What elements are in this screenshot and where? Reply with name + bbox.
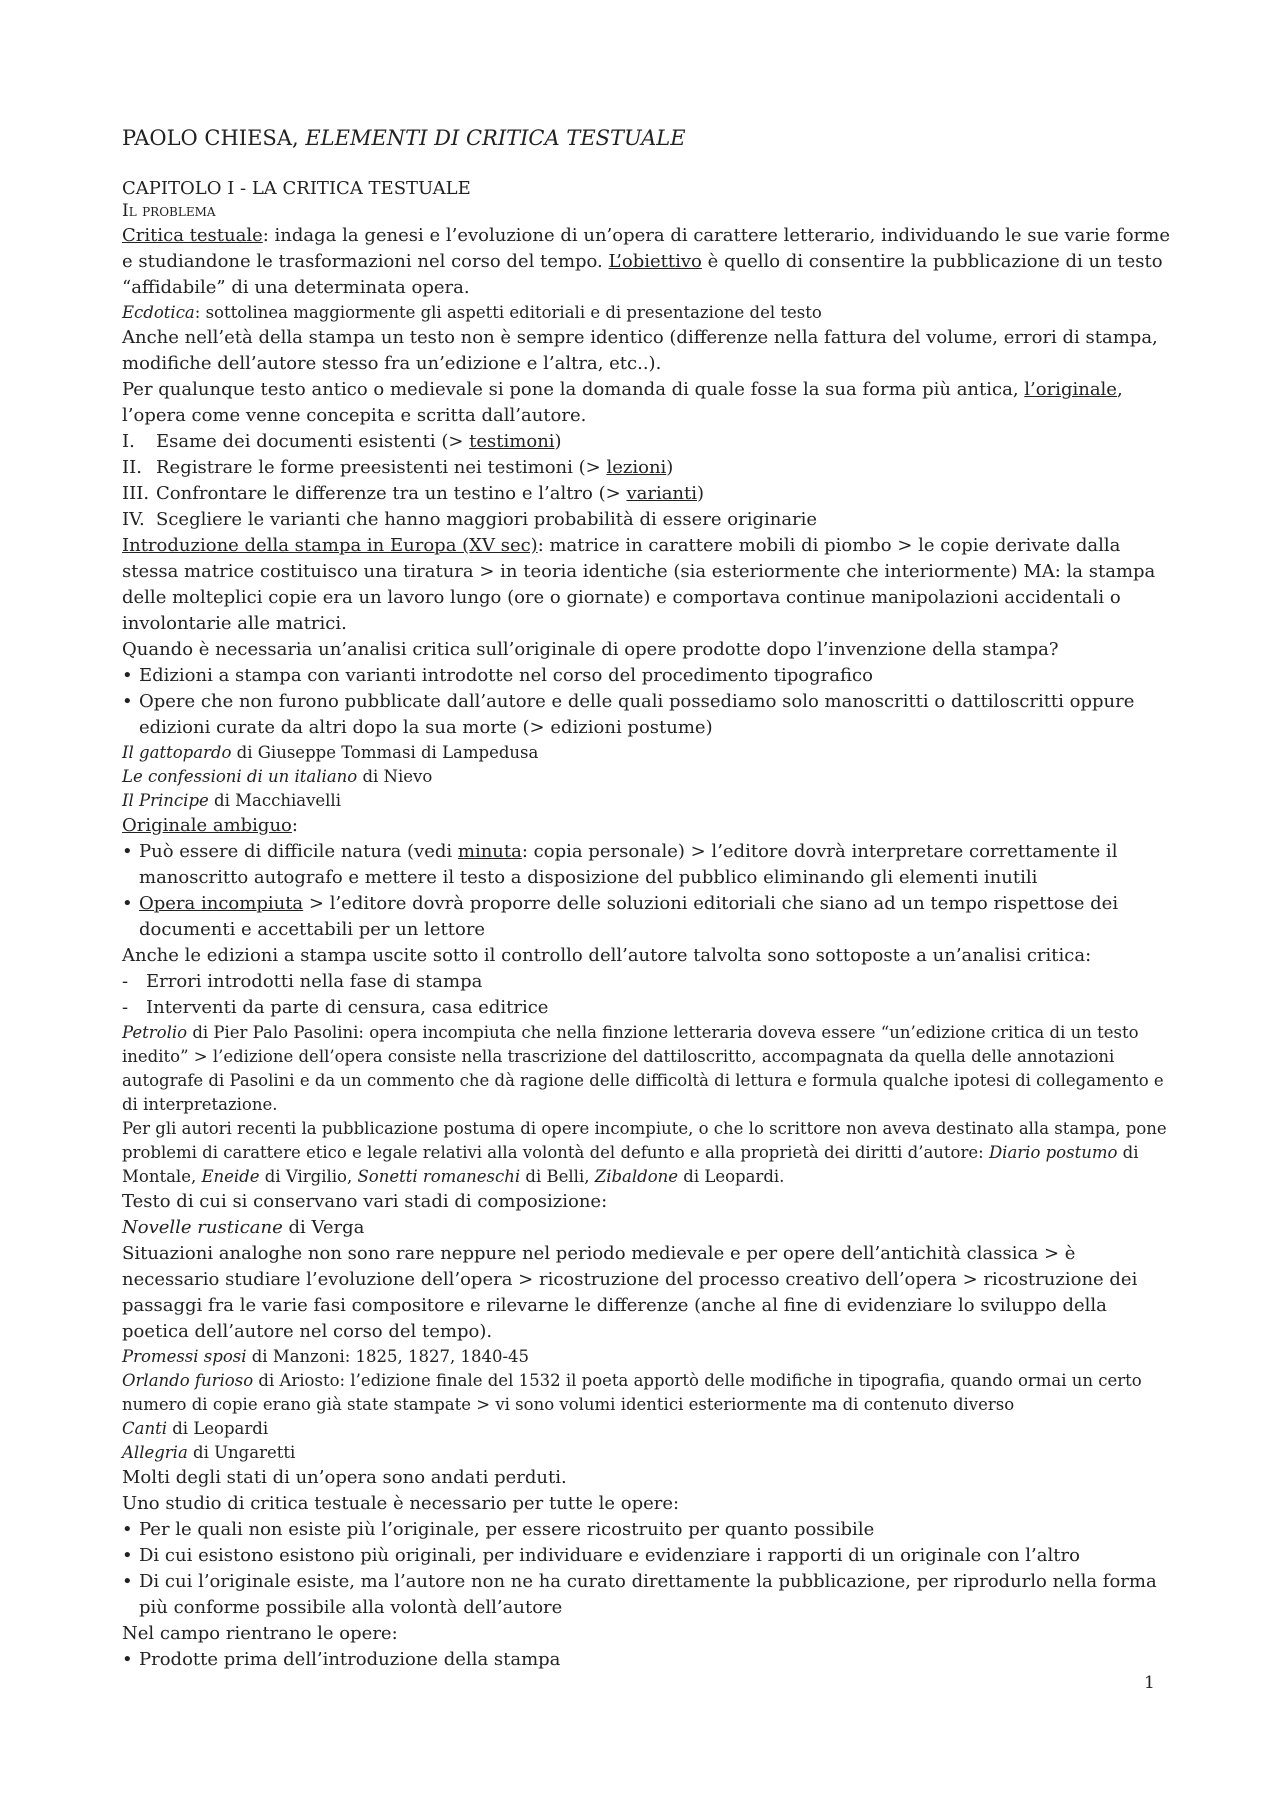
example-line xyxy=(122,1345,1172,1369)
list-text: Può essere di difficile natura (vedi xyxy=(139,841,458,862)
list-text: Esame dei documenti esistenti (> xyxy=(156,431,470,452)
work-title: Orlando furioso xyxy=(122,1371,254,1390)
list-number: II. xyxy=(122,457,142,478)
work-title: Eneide xyxy=(201,1167,260,1186)
paragraph-text: Per gli autori recenti la pubblicazione postuma di opere incompiute, o che lo scrittore non aveva destinato alla stampa, pone problemi di carattere etico e legale relativi alla volontà del defunto e alla proprietà dei diritti d’autore: xyxy=(122,1119,1167,1162)
bullet-list-opere xyxy=(122,1517,1172,1621)
example-text: di Ariosto: l’edizione finale del 1532 il poeta apportò delle modifiche in tipografia, quando ormai un certo numero di copie erano già state stampate > vi sono volumi identici esteriormente ma di contenuto diverso xyxy=(122,1371,1142,1414)
list-number: III. xyxy=(122,483,150,504)
list-item: - Errori introdotti nella fase di stampa xyxy=(122,969,1172,995)
list-item xyxy=(122,481,1172,507)
list-item: • Per le quali non esiste più l’originale, per essere ricostruito per quanto possibile xyxy=(122,1517,1172,1543)
example-text: di Macchiavelli xyxy=(208,791,341,810)
paragraph-edizioni-stampa: Anche le edizioni a stampa uscite sotto il controllo dell’autore talvolta sono sottoposte a un’analisi critica: xyxy=(122,945,1092,966)
list-text: Confrontare le differenze tra un testino e l’altro (> xyxy=(156,483,627,504)
document-title xyxy=(122,126,1172,150)
list-number: I. xyxy=(122,431,135,452)
paragraph-petrolio xyxy=(122,1021,1172,1117)
list-item: • Prodotte prima dell’introduzione della stampa xyxy=(122,1647,1172,1673)
paragraph-critica-testuale xyxy=(122,223,1172,301)
list-text: : copia personale) > l’editore dovrà interpretare correttamente il manoscritto autografo e mettere il testo a disposizione del pubblico eliminando gli elementi inutili xyxy=(139,841,1118,888)
term-originale: l’originale xyxy=(1024,379,1117,400)
list-item: • Di cui l’originale esiste, ma l’autore non ne ha curato direttamente la pubblicazione, per riprodurlo nella forma più conforme possibile alla volontà dell’autore xyxy=(122,1569,1172,1621)
paragraph-stati-perduti: Molti degli stati di un’opera sono andati perduti. xyxy=(122,1467,567,1488)
example-line xyxy=(122,1417,1172,1441)
paragraph-text: : xyxy=(291,815,298,836)
paragraph-campo: Nel campo rientrano le opere: xyxy=(122,1623,398,1644)
list-text: Scegliere le varianti che hanno maggiori probabilità di essere originarie xyxy=(156,509,818,530)
list-item: • Opere che non furono pubblicate dall’autore e delle quali possediamo solo manoscritti o dattiloscritti oppure edizioni curate da altri dopo la sua morte (> edizioni postume) xyxy=(122,689,1172,741)
list-item: - Interventi da parte di censura, casa editrice xyxy=(122,995,1172,1021)
chapter-heading: CAPITOLO I - LA CRITICA TESTUALE xyxy=(122,178,471,199)
term-obiettivo: L’obiettivo xyxy=(608,251,702,272)
example-text: di Ungaretti xyxy=(187,1443,296,1462)
example-line xyxy=(122,1369,1172,1417)
paragraph-text: , l’opera come venne concepita e scritta dall’autore. xyxy=(122,379,1123,426)
title-work: ELEMENTI DI CRITICA TESTUALE xyxy=(305,126,686,150)
paragraph-autori-recenti xyxy=(122,1117,1172,1189)
example-line xyxy=(122,789,1172,813)
work-title: Diario postumo xyxy=(988,1143,1118,1162)
term-testimoni: testimoni xyxy=(469,431,555,452)
paragraph-originale-ambiguo xyxy=(122,813,1172,839)
work-title: Canti xyxy=(122,1419,167,1438)
list-text: Registrare le forme preesistenti nei testimoni (> xyxy=(156,457,607,478)
paragraph-text: Per qualunque testo antico o medievale si pone la domanda di quale fosse la sua forma più antica, xyxy=(122,379,1025,400)
paragraph-stampa-europa xyxy=(122,533,1172,637)
steps-list xyxy=(122,429,1172,533)
example-line xyxy=(122,741,1172,765)
paragraph-studio: Uno studio di critica testuale è necessario per tutte le opere: xyxy=(122,1493,680,1514)
term-critica-testuale: Critica testuale xyxy=(122,225,263,246)
page-content xyxy=(122,126,1172,1673)
paragraph-ecdotica xyxy=(122,301,1172,325)
list-item xyxy=(122,507,1172,533)
work-title: Promessi sposi xyxy=(122,1347,247,1366)
work-title: Sonetti romaneschi xyxy=(357,1167,521,1186)
list-item xyxy=(122,429,1172,455)
list-text: ) xyxy=(697,483,705,504)
paragraph-text: di Montale, xyxy=(122,1143,1139,1186)
page-number: 1 xyxy=(1144,1673,1155,1693)
term-ecdotica: Ecdotica xyxy=(122,303,195,322)
example-line xyxy=(122,1215,1172,1241)
paragraph-text: : matrice in carattere mobili di piombo > le copie derivate dalla stessa matrice costituisco una tiratura > in teoria identiche (sia esteriormente che interiormente) MA: la stampa delle molteplici copie era un lavoro lungo (ore o giornate) e comportava continue manipolazioni accidentali o involontarie alle matrici. xyxy=(122,535,1156,634)
list-text: ) xyxy=(554,431,562,452)
bullet-list-campo xyxy=(122,1647,1172,1673)
work-title: Il Principe xyxy=(122,791,209,810)
work-title: Le confessioni di un italiano xyxy=(122,767,358,786)
list-text: ) xyxy=(666,457,674,478)
work-title: Il gattopardo xyxy=(122,743,232,762)
paragraph-text: : sottolinea maggiormente gli aspetti editoriali e di presentazione del testo xyxy=(194,303,822,322)
term-minuta: minuta xyxy=(457,841,522,862)
paragraph-text: di Belli, xyxy=(520,1167,595,1186)
example-text: di Giuseppe Tommasi di Lampedusa xyxy=(231,743,539,762)
title-author: PAOLO CHIESA, xyxy=(122,126,299,150)
list-item: • Di cui esistono esistono più originali, per individuare e evidenziare i rapporti di un originale con l’altro xyxy=(122,1543,1172,1569)
work-title: Novelle rusticane xyxy=(122,1217,283,1238)
paragraph-text: di Virgilio, xyxy=(259,1167,358,1186)
example-text: di Manzoni: 1825, 1827, 1840-45 xyxy=(246,1347,530,1366)
paragraph-originale xyxy=(122,377,1172,429)
list-item: • Edizioni a stampa con varianti introdotte nel corso del procedimento tipografico xyxy=(122,663,1172,689)
paragraph-eta-stampa: Anche nell’età della stampa un testo non è sempre identico (differenze nella fattura del volume, errori di stampa, modifiche dell’autore stesso fra un’edizione e l’altra, etc..). xyxy=(122,327,1158,374)
list-item xyxy=(122,891,1172,943)
example-text: di Nievo xyxy=(357,767,433,786)
paragraph-text: : indaga la genesi e l’evoluzione di un’opera di carattere letterario, individuando le sue varie forme e studiandone le trasformazioni nel corso del tempo. xyxy=(122,225,1170,272)
bullet-list-ambiguo xyxy=(122,839,1172,943)
example-line xyxy=(122,765,1172,789)
term-originale-ambiguo: Originale ambiguo xyxy=(122,815,292,836)
dash-list xyxy=(122,969,1172,1021)
term-opera-incompiuta: Opera incompiuta xyxy=(139,893,304,914)
work-title: Zibaldone xyxy=(594,1167,679,1186)
term-introduzione-stampa: Introduzione della stampa in Europa (XV sec) xyxy=(122,535,538,556)
example-text: di Verga xyxy=(282,1217,365,1238)
paragraph-text: di Leopardi. xyxy=(678,1167,785,1186)
example-line xyxy=(122,1441,1172,1465)
paragraph-question: Quando è necessaria un’analisi critica sull’originale di opere prodotte dopo l’invenzione della stampa? xyxy=(122,639,1059,660)
term-varianti: varianti xyxy=(626,483,698,504)
example-text: di Leopardi xyxy=(167,1419,269,1438)
paragraph-text: di Pier Palo Pasolini: opera incompiuta che nella finzione letteraria doveva essere “un’edizione critica di un testo inedito” > l’edizione dell’opera consiste nella trascrizione del dattiloscritto, accompagnata da quella delle annotazioni autografe di Pasolini e da un commento che dà ragione delle difficoltà di lettura e formula qualche ipotesi di collegamento e di interpretazione. xyxy=(122,1023,1164,1114)
term-lezioni: lezioni xyxy=(606,457,667,478)
paragraph-situazioni: Situazioni analoghe non sono rare neppure nel periodo medievale e per opere dell’antichità classica > è necessario studiare l’evoluzione dell’opera > ricostruzione del processo creativo dell’opera > ricostruzione dei passaggi fra le varie fasi compositore e rilevarne le differenze (anche al fine di evidenziare lo sviluppo della poetica dell’autore nel corso del tempo). xyxy=(122,1243,1138,1342)
paragraph-text: è quello di consentire la pubblicazione di un testo “affidabile” di una determinata opera. xyxy=(122,251,1163,298)
section-heading: Il problema xyxy=(122,201,216,221)
list-text: > l’editore dovrà proporre delle soluzioni editoriali che siano ad un tempo rispettose dei documenti e accettabili per un lettore xyxy=(139,893,1119,940)
bullet-list-cases xyxy=(122,663,1172,741)
paragraph-stadi: Testo di cui si conservano vari stadi di composizione: xyxy=(122,1191,608,1212)
work-title: Allegria xyxy=(122,1443,188,1462)
list-item xyxy=(122,839,1172,891)
list-number: IV. xyxy=(122,509,145,530)
work-title: Petrolio xyxy=(122,1023,188,1042)
list-item xyxy=(122,455,1172,481)
